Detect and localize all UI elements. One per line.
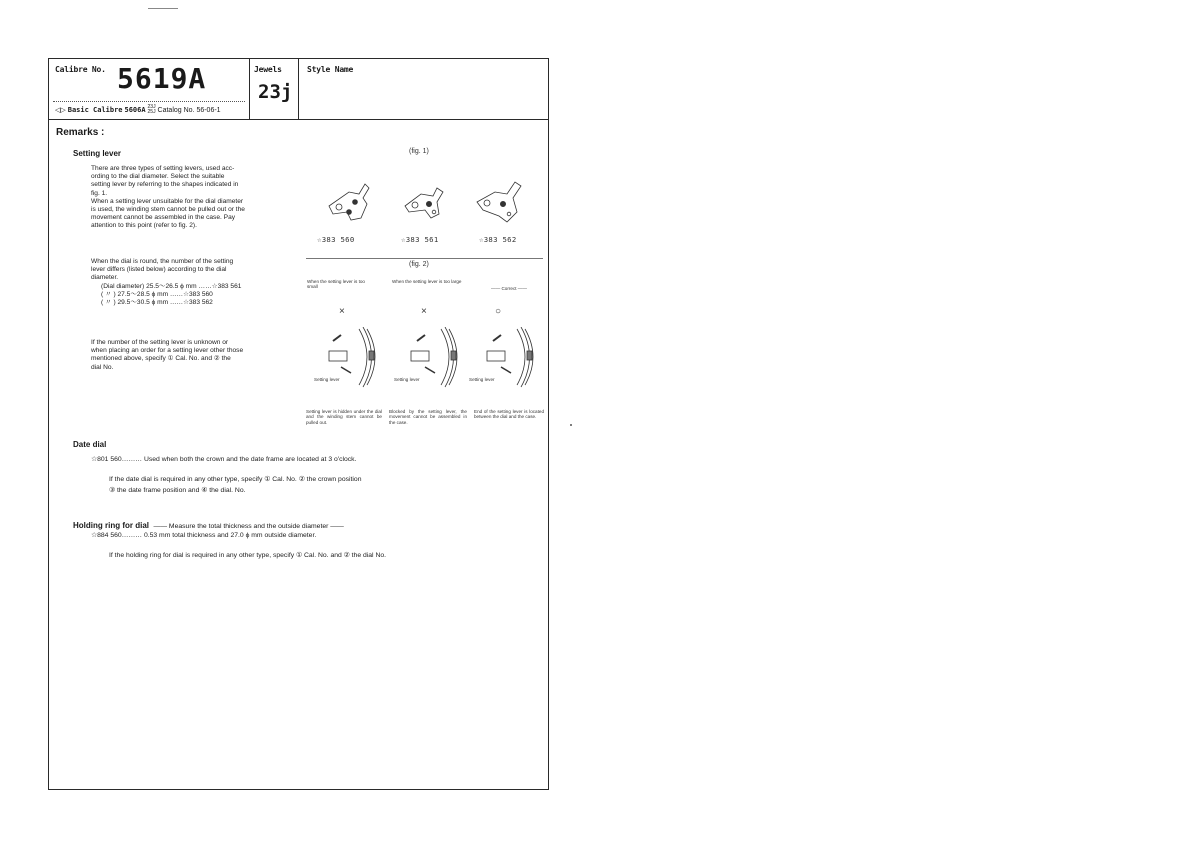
holding-ring-line-1: ☆884 560……… 0.53 mm total thickness and 27.0 ϕ mm outside diameter. xyxy=(91,532,317,539)
style-name-label: Style Name xyxy=(307,65,354,74)
arrow-icon: ◁▷ xyxy=(55,106,66,114)
calibre-label: Calibre No. xyxy=(55,65,106,74)
fig2-lever-label-2: Setting lever xyxy=(394,377,420,382)
dotted-divider xyxy=(53,101,245,102)
jewels-label: Jewels xyxy=(254,65,282,74)
holding-ring-line-2: If the holding ring for dial is required in any other type, specify ① Cal. No. and ② the dial No. xyxy=(109,552,387,559)
lever-383561-drawing xyxy=(405,188,443,218)
scan-speck xyxy=(570,424,572,426)
date-dial-line-2: If the date dial is required in any other type, specify ① Cal. No. ② the crown position xyxy=(109,476,362,483)
setting-lever-para-2: When the dial is round, the number of the setting lever differs (listed below) according to the dial diameter. (Dial diameter) 25.5～26.5 ϕ mm ……☆383 561 ( 〃 ) 27.5～28.5 ϕ mm ……☆383 560 ( 〃 ) 29.5～30.5 ϕ mm ……☆383 562 xyxy=(91,258,242,307)
fig1-caption: (fig. 1) xyxy=(409,148,429,155)
figure-separator xyxy=(306,258,543,259)
fig2-caption: (fig. 2) xyxy=(409,261,429,268)
jewels-value: 23j xyxy=(258,81,293,103)
date-dial-line-1: ☆801 560……… Used when both the crown and the date frame are located at 3 o'clock. xyxy=(91,456,357,463)
setting-lever-title: Setting lever xyxy=(73,149,122,158)
fig2-lever-label-3: Setting lever xyxy=(469,377,495,382)
holding-ring-note: —— Measure the total thickness and the outside diameter —— xyxy=(153,523,344,530)
basic-calibre-prefix: Basic Calibre xyxy=(67,105,123,114)
jewels-cell xyxy=(249,59,299,119)
holding-ring-title: Holding ring for dial xyxy=(73,521,149,530)
fig2-desc-2: Blocked by the setting lever, the movement cannot be assembled in the case. xyxy=(389,409,467,425)
date-dial-title: Date dial xyxy=(73,440,107,449)
scan-mark xyxy=(148,8,178,9)
basic-calibre-number: 5606A xyxy=(124,105,146,114)
basic-calibre-line xyxy=(55,105,221,115)
fig2-col1-title: When the setting lever is too small xyxy=(307,279,365,290)
incorrect-mark-1: × xyxy=(339,306,345,317)
fig2-lever-label-1: Setting lever xyxy=(314,377,340,382)
lever-383562-drawing xyxy=(477,182,521,222)
date-dial-line-3: ③ the date frame position and ④ the dial. No. xyxy=(109,487,246,494)
style-cell xyxy=(299,59,548,119)
catalog-number: Catalog No. 56-06-1 xyxy=(157,106,221,114)
remarks-title: Remarks : xyxy=(56,127,105,138)
fig2-desc-3: End of the setting lever is located between the dial and the case. xyxy=(474,409,544,420)
fig1-part-1: ☆383 560 xyxy=(317,235,355,244)
fig2-desc-1: Setting lever is hidden under the dial and the winding stem cannot be pulled out. xyxy=(306,409,382,425)
setting-lever-para-1: There are three types of setting levers, used acc- ording to the dial diameter. Select the suitable setting lever by referring to the shapes indicated in fig. 1. When a setting lever unsuitable for the dial diameter is used, the winding stem cannot be pulled out or the movement cannot be assembled in the case. Pay attention to this point (refer to fig. 2). xyxy=(91,165,245,230)
fig1-lever-drawings xyxy=(309,174,544,229)
calibre-sheet xyxy=(48,58,549,790)
setting-lever-para-3: If the number of the setting lever is unknown or when placing an order for a setting lever other those mentioned above, specify ① Cal. No. and ② the dial No. xyxy=(91,339,244,371)
fig1-part-2: ☆383 561 xyxy=(401,235,439,244)
calibre-cell xyxy=(49,59,250,119)
calibre-number: 5619A xyxy=(117,62,207,95)
fig2-col2-title: When the setting lever is too large xyxy=(392,279,462,284)
sheet-header xyxy=(49,59,548,120)
fig2-col3-title: —— Correct —— xyxy=(491,286,527,291)
basic-jewels: 23J 25J xyxy=(147,104,156,115)
lever-383560-drawing xyxy=(329,184,369,220)
incorrect-mark-2: × xyxy=(421,306,427,317)
correct-mark: ○ xyxy=(495,306,502,317)
fig2-case-drawings xyxy=(307,327,545,389)
fig1-part-3: ☆383 562 xyxy=(479,235,517,244)
